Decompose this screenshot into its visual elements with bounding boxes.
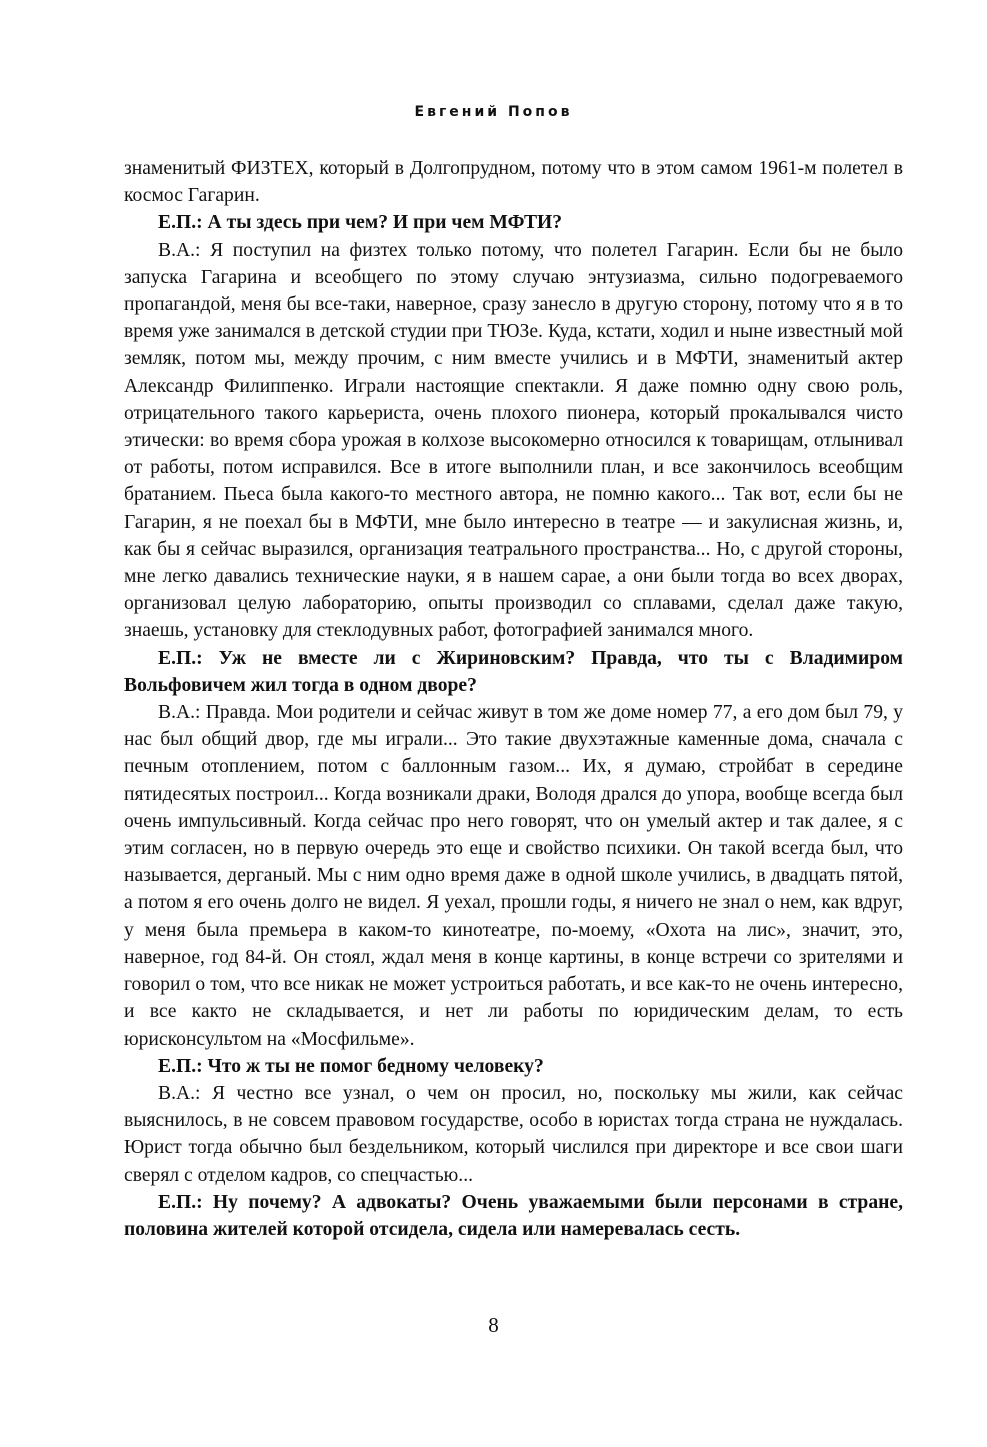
question-paragraph: Е.П.: Что ж ты не помог бедному человеку?	[158, 1055, 544, 1077]
answer-paragraph: В.А.: Правда. Мои родители и сейчас живут в том же доме номер 77, а его дом был 79, у нас был общий двор, где мы играли... Это такие двухэтажные каменные дома, сначала с печным отоплением, потом с баллонным газом... Их, я думаю, стройбат в середине пятидесятых построил... Когда возникали драки, Володя дрался до упора, вообще всегда был очень импульсивный. Когда сейчас про него говорят, что он умелый актер и так далее, я с этим согласен, но в первую очередь это еще и свойство психики. Он такой всегда был, что называется, дерганый. Мы с ним одно время даже в одной школе учились, в двадцать пятой, а потом я его очень долго не видел. Я уехал, прошли годы, я ничего не знал о нем, как вдруг, у меня была премьера в каком-то кинотеатре, по-моему, «Охота на лис», значит, это, наверное, год 84-й. Он стоял, ждал меня в конце картины, в конце встречи со зрителями и говорил о том, что все никак не может устроиться работать, и все как-то не очень интересно, и все както не складывается, и нет ли работы по юридическим делам, то есть юрисконсультом на «Мосфильме».	[124, 702, 903, 1050]
question-paragraph: Е.П.: А ты здесь при чем? И при чем МФТИ?	[158, 212, 563, 234]
page-number: 8	[488, 1313, 499, 1337]
running-head: Евгений Попов	[414, 104, 573, 120]
question-paragraph: Е.П.: Уж не вместе ли с Жириновским? Правда, что ты с Владимиром Вольфовичем жил тогда в одном дворе?	[124, 647, 903, 696]
paragraph-continuation: знаменитый ФИЗТЕХ, который в Долгопрудном, потому что в этом самом 1961-м полетел в космос Гагарин.	[124, 158, 903, 207]
answer-paragraph: В.А.: Я поступил на физтех только потому, что полетел Гагарин. Если бы не было запуска Гагарина и всеобщего по этому случаю энтузиазма, сильно подогреваемого пропагандой, меня бы все-таки, наверное, сразу занесло в другую сторону, потому что я в то время уже занимался в детской студии при ТЮЗе. Куда, кстати, ходил и ныне известный мой земляк, потом мы, между прочим, с ним вместе учились и в МФТИ, знаменитый актер Александр Филиппенко. Играли настоящие спектакли. Я даже помню одну свою роль, отрицательного такого карьериста, очень плохого пионера, который прокалывался чисто этически: во время сбора урожая в колхозе высокомерно относился к товарищам, отлынивал от работы, потом исправился. Все в итоге выполнили план, и все закончилось всеобщим братанием. Пьеса была какого-то местного автора, не помню какого... Так вот, если бы не Гагарин, я не поехал бы в МФТИ, мне было интересно в театре — и закулисная жизнь, и, как бы я сейчас выразился, организация театрального пространства... Но, с другой стороны, мне легко давались технические науки, я в нашем сарае, а они были тогда во всех дворах, организовал целую лабораторию, опыты производил со сплавами, сделал даже такую, знаешь, установку для стеклодувных работ, фотографией занимался много.	[124, 239, 903, 642]
question-paragraph: Е.П.: Ну почему? А адвокаты? Очень уважаемыми были персонами в стране, половина жителей которой отсидела, сидела или намеревалась сесть.	[124, 1191, 903, 1240]
body-text	[124, 155, 903, 1243]
answer-paragraph: В.А.: Я честно все узнал, о чем он просил, но, поскольку мы жили, как сейчас выяснилось, в не совсем правовом государстве, особо в юристах тогда страна не нуждалась. Юрист тогда обычно был бездельником, который числился при директоре и все свои шаги сверял с отделом кадров, со спецчастью...	[124, 1082, 903, 1186]
